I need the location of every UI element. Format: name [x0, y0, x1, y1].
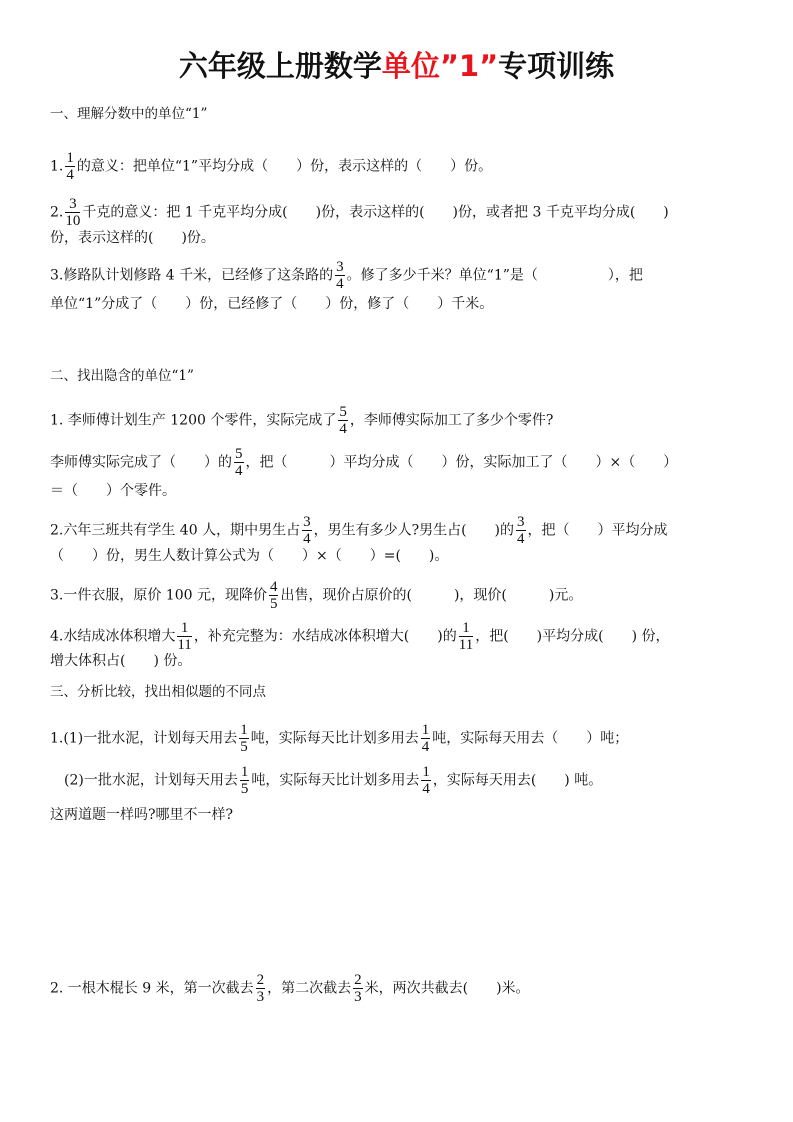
- denominator: 3: [354, 989, 362, 1005]
- q-number: 1.: [50, 158, 64, 175]
- denominator: 4: [235, 463, 243, 479]
- s2-question-2: [50, 514, 668, 547]
- denominator: 4: [421, 739, 430, 755]
- question-text: ，把（ ）平均分成: [527, 522, 668, 539]
- numerator: 5: [235, 446, 243, 462]
- fraction: [338, 404, 348, 437]
- fill-text: 李师傅实际完成了（ ）的: [50, 454, 232, 471]
- title-black: 六年级上册数学: [178, 49, 382, 83]
- numerator: 4: [269, 579, 278, 595]
- question-text: ，补充完整为：水结成冰体积增大( )的: [193, 628, 457, 645]
- s1-question-2-cont: 份，表示这样的( )份。: [50, 230, 215, 246]
- denominator: 5: [269, 596, 278, 612]
- fraction: [65, 150, 75, 183]
- fraction: [240, 764, 250, 797]
- question-text: 千克的意义：把 1 千克平均分成( )份，表示这样的( )份，或者把 3 千克平均分成( ): [82, 204, 669, 221]
- fraction: [421, 764, 431, 797]
- denominator: 11: [458, 637, 474, 653]
- fraction: [256, 972, 266, 1005]
- denominator: 4: [303, 531, 311, 547]
- question-text: 吨，实际每天比计划多用去: [251, 772, 420, 789]
- question-text: 2.六年三班共有学生 40 人，期中男生占: [50, 522, 301, 539]
- question-text: 。修了多少千米？单位“1”是（ ），把: [346, 267, 643, 284]
- denominator: 4: [336, 276, 344, 292]
- question-text: 米，两次共截去( )米。: [364, 980, 530, 997]
- numerator: 1: [421, 722, 430, 738]
- question-text: (2)一批水泥，计划每天用去: [64, 772, 238, 789]
- s2-question-4-cont: 增大体积占( ) 份。: [50, 653, 192, 669]
- numerator: 1: [66, 150, 74, 166]
- numerator: 2: [256, 972, 265, 988]
- denominator: 10: [65, 213, 81, 229]
- s1-question-3: [50, 259, 643, 292]
- title-red-unit-one: 单位”1”: [381, 49, 499, 83]
- question-text: 1. 李师傅计划生产 1200 个零件，实际完成了: [50, 412, 337, 429]
- numerator: 3: [65, 196, 80, 213]
- numerator: 2: [354, 972, 362, 988]
- denominator: 5: [240, 781, 249, 797]
- fraction: [516, 514, 526, 547]
- numerator: 3: [303, 514, 311, 530]
- fraction: [421, 722, 431, 755]
- fraction: [335, 259, 345, 292]
- numerator: 1: [240, 764, 249, 780]
- question-text: 4.水结成冰体积增大: [50, 628, 176, 645]
- question-text: ，实际每天用去( ) 吨。: [432, 772, 603, 789]
- q-number: 2.: [50, 204, 64, 221]
- numerator: 5: [339, 404, 347, 420]
- fraction: [269, 579, 279, 612]
- title-tail: 专项训练: [498, 49, 615, 83]
- question-text: 2. 一根木棍长 9 米，第一次截去: [50, 980, 254, 997]
- s2-question-1: [50, 404, 553, 437]
- fraction: [177, 620, 191, 653]
- question-text: 吨，实际每天用去（ ）吨；: [432, 730, 629, 747]
- fraction: [302, 514, 312, 547]
- denominator: 4: [66, 167, 74, 183]
- s1-question-3-cont: 单位“1”分成了（ ）份，已经修了（ ）份，修了（ ）千米。: [50, 296, 494, 312]
- question-text: 吨，实际每天比计划多用去: [250, 730, 419, 747]
- fraction: [459, 620, 473, 653]
- s1-question-1: [50, 150, 492, 183]
- question-text: 1.(1)一批水泥，计划每天用去: [50, 730, 238, 747]
- s2-question-2-cont: （ ）份，男生人数计算公式为（ ）×（ ）=( )。: [50, 548, 449, 564]
- section3-heading: 三、分析比较，找出相似题的不同点: [50, 684, 266, 700]
- numerator: 1: [459, 620, 473, 637]
- numerator: 1: [240, 722, 248, 738]
- fraction: [353, 972, 363, 1005]
- s2-question-3: [50, 579, 582, 612]
- s1-question-2: [50, 196, 669, 229]
- s2-question-4: [50, 620, 670, 653]
- denominator: 4: [339, 421, 347, 437]
- denominator: 4: [422, 781, 430, 797]
- denominator: 5: [240, 739, 248, 755]
- section1-heading: 一、理解分数中的单位“1”: [50, 106, 208, 122]
- fill-text: ，把（ ）平均分成（ ）份，实际加工了（ ）×（ ）: [245, 454, 678, 471]
- question-text: ，李师傅实际加工了多少个零件?: [349, 412, 554, 429]
- section2-heading: 二、找出隐含的单位“1”: [50, 368, 194, 384]
- numerator: 1: [177, 620, 191, 637]
- numerator: 3: [517, 514, 525, 530]
- fraction: [239, 722, 249, 755]
- numerator: 1: [422, 764, 430, 780]
- denominator: 3: [256, 989, 265, 1005]
- s2-question-1-fill-cont: ＝（ ）个零件。: [50, 483, 176, 499]
- s3-question-1a: [50, 722, 628, 755]
- s3-question-1b: [64, 764, 602, 797]
- numerator: 3: [336, 259, 344, 275]
- question-text: 3.修路队计划修路 4 千米，已经修了这条路的: [50, 267, 334, 284]
- s3-question-2: [50, 972, 530, 1005]
- denominator: 11: [177, 637, 192, 653]
- question-text: 3.一件衣服，原价 100 元，现降价: [50, 587, 267, 604]
- question-text: 出售，现价占原价的( )，现价( )元。: [280, 587, 583, 604]
- question-text: 的意义：把单位“1”平均分成（ ）份，表示这样的（ ）份。: [76, 158, 493, 175]
- question-text: ，第二次截去: [267, 980, 352, 997]
- page-title: [0, 44, 793, 85]
- question-text: ，把( )平均分成( ) 份，: [475, 628, 670, 645]
- s2-question-1-fill: [50, 446, 677, 479]
- s3-question-1-compare: 这两道题一样吗?哪里不一样?: [50, 807, 234, 823]
- denominator: 4: [517, 531, 525, 547]
- fraction: [65, 196, 80, 229]
- fraction: [234, 446, 244, 479]
- question-text: ，男生有多少人?男生占( )的: [313, 522, 515, 539]
